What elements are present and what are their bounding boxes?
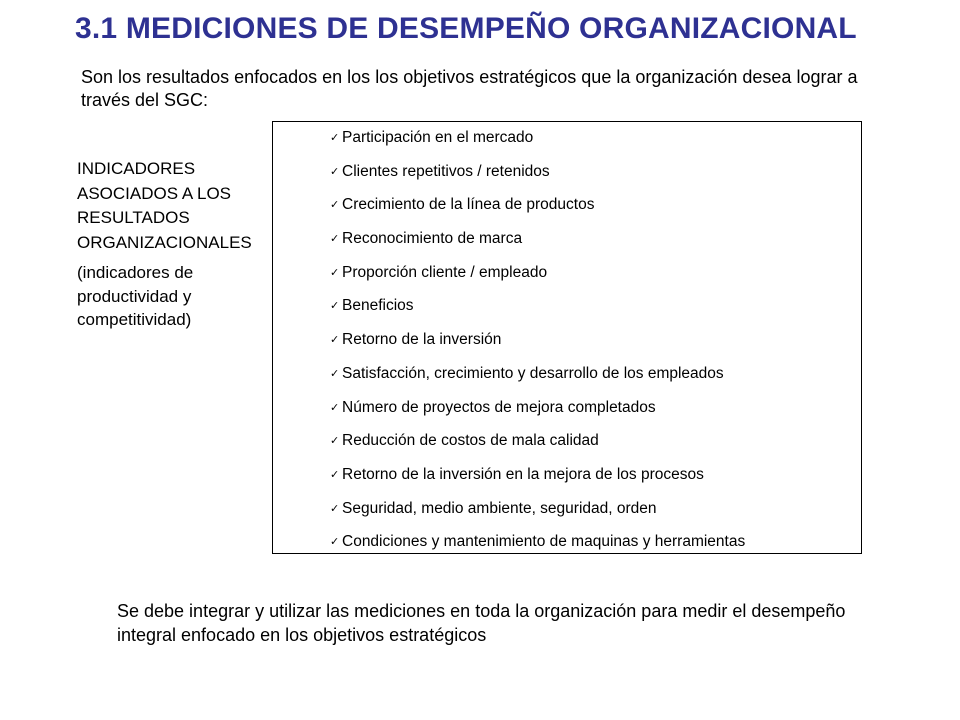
checklist-item-label: Reducción de costos de mala calidad [342,432,599,450]
check-icon: ✓ [330,367,340,380]
checklist-item-label: Satisfacción, crecimiento y desarrollo de los empleados [342,364,724,382]
checklist-item-label: Beneficios [342,297,414,315]
checklist-item [330,430,857,464]
indicators-subtext: (indicadores de productividad y competitividad) [77,263,194,329]
checklist-item [330,127,857,161]
indicators-label [77,157,267,332]
checklist-item [330,464,857,498]
intro-paragraph: Son los resultados enfocados en los los objetivos estratégicos que la organización desea lograr a través del SGC: [81,67,858,110]
checklist-item [330,295,857,329]
checklist-item-label: Proporción cliente / empleado [342,263,548,281]
checklist-item [330,161,857,195]
checklist-item-label: Seguridad, medio ambiente, seguridad, orden [342,499,657,517]
check-icon: ✓ [330,165,340,178]
page-title: 3.1 MEDICIONES DE DESEMPEÑO ORGANIZACIONAL [75,12,857,45]
checklist-item [330,531,857,565]
check-icon: ✓ [330,233,340,246]
checklist-item [330,329,857,363]
indicators-checklist [330,127,857,565]
indicators-box [272,121,862,554]
checklist-item-label: Participación en el mercado [342,129,534,146]
checklist-item [330,363,857,397]
checklist-item-label: Retorno de la inversión en la mejora de los procesos [342,465,704,483]
checklist-item [330,194,857,228]
check-icon: ✓ [330,266,340,279]
indicators-heading: INDICADORES ASOCIADOS A LOS RESULTADOS ORGANIZACIONALES [77,159,252,252]
checklist-item [330,228,857,262]
check-icon: ✓ [330,401,340,414]
checklist-item-label: Retorno de la inversión [342,331,502,349]
check-icon: ✓ [330,468,340,481]
checklist-item [330,397,857,431]
checklist-item-label: Condiciones y mantenimiento de maquinas y herramientas [342,533,746,551]
check-icon: ✓ [330,435,340,448]
checklist-item [330,498,857,532]
checklist-item-label: Reconocimiento de marca [342,230,523,248]
check-icon: ✓ [330,334,340,347]
closing-paragraph: Se debe integrar y utilizar las mediciones en toda la organización para medir el desempeño integral enfocado en los objetivos estratégicos [117,601,846,645]
checklist-item-label: Número de proyectos de mejora completados [342,398,656,416]
check-icon: ✓ [330,300,340,313]
checklist-item-label: Crecimiento de la línea de productos [342,196,595,214]
check-icon: ✓ [330,199,340,212]
check-icon: ✓ [330,132,340,144]
check-icon: ✓ [330,536,340,549]
checklist-item [330,262,857,296]
checklist-item-label: Clientes repetitivos / retenidos [342,162,550,180]
check-icon: ✓ [330,502,340,515]
